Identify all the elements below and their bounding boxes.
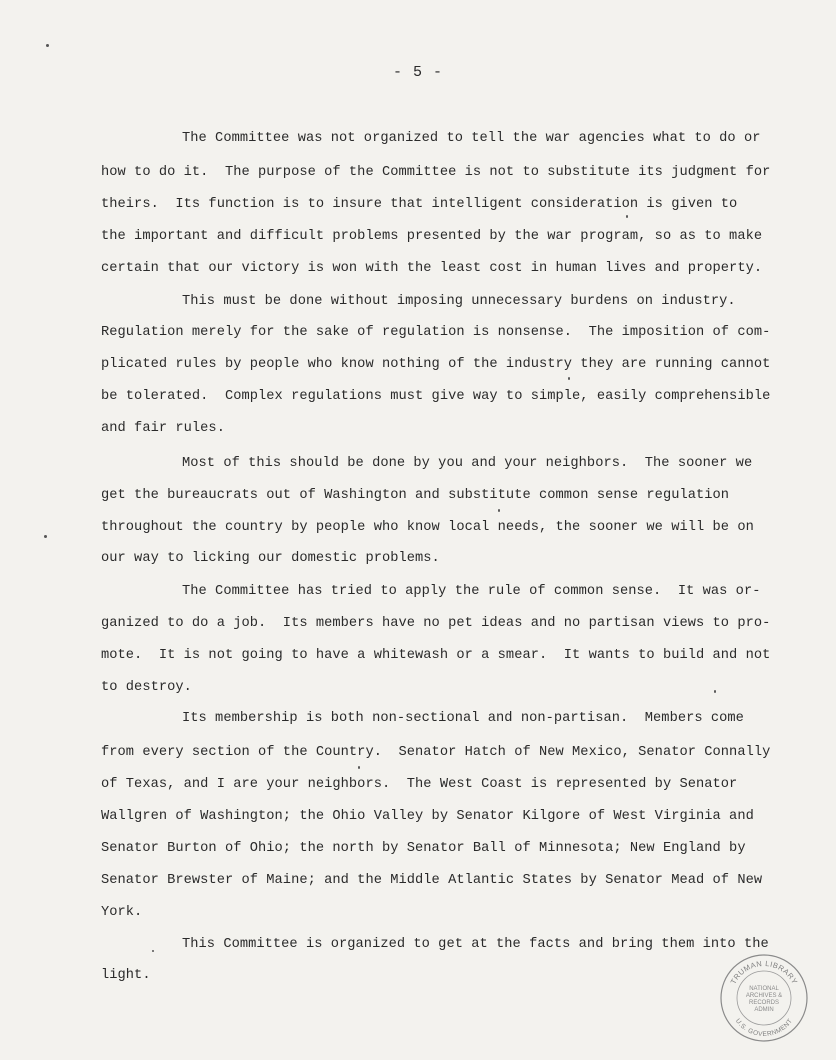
text-line: Senator Burton of Ohio; the north by Senator Ball of Minnesota; New England by <box>101 841 746 856</box>
scan-speck <box>152 950 154 952</box>
scan-speck <box>498 509 500 512</box>
stamp-inner-line: ARCHIVES & <box>745 993 783 999</box>
text-line: our way to licking our domestic problems. <box>101 551 440 566</box>
stamp-bottom-text: U.S. GOVERNMENT <box>733 1017 795 1039</box>
text-line: to destroy. <box>101 680 192 695</box>
text-line: This Committee is organized to get at the facts and bring them into the <box>182 937 769 952</box>
page-number: - 5 - <box>392 64 443 81</box>
text-line: This must be done without imposing unnecessary burdens on industry. <box>182 294 736 309</box>
scan-speck <box>358 766 360 769</box>
text-line: of Texas, and I are your neighbors. The West Coast is represented by Senator <box>101 777 738 792</box>
text-line: get the bureaucrats out of Washington and substitute common sense regulation <box>101 488 730 503</box>
truman-library-stamp <box>718 952 810 1044</box>
scan-speck <box>626 215 628 218</box>
stamp-top-text: TRUMAN LIBRARY <box>728 958 800 986</box>
text-line: Senator Brewster of Maine; and the Middle Atlantic States by Senator Mead of New <box>101 873 763 888</box>
text-line: from every section of the Country. Senator Hatch of New Mexico, Senator Connally <box>101 745 771 760</box>
scan-speck <box>714 690 716 693</box>
text-line: light. <box>101 968 151 983</box>
text-line: The Committee was not organized to tell the war agencies what to do or <box>182 131 761 146</box>
text-line: ganized to do a job. Its members have no pet ideas and no partisan views to pro- <box>101 616 771 631</box>
text-line: be tolerated. Complex regulations must give way to simple, easily comprehensible <box>101 389 771 404</box>
text-line: Wallgren of Washington; the Ohio Valley by Senator Kilgore of West Virginia and <box>101 809 754 824</box>
text-line: Its membership is both non-sectional and non-partisan. Members come <box>182 711 744 726</box>
stamp-inner-line: NATIONAL <box>749 986 779 992</box>
text-line: throughout the country by people who know local needs, the sooner we will be on <box>101 520 754 535</box>
scan-speck <box>46 44 49 47</box>
text-line: mote. It is not going to have a whitewash or a smear. It wants to build and not <box>101 648 771 663</box>
text-line: Regulation merely for the sake of regulation is nonsense. The imposition of com- <box>101 325 771 340</box>
text-line: and fair rules. <box>101 421 225 436</box>
stamp-inner-line: RECORDS <box>748 1000 780 1006</box>
text-line: The Committee has tried to apply the rule of common sense. It was or- <box>182 584 761 599</box>
scan-speck <box>44 535 47 538</box>
text-line: York. <box>101 905 143 920</box>
scan-speck <box>568 377 570 380</box>
text-line: plicated rules by people who know nothing of the industry they are running cannot <box>101 357 771 372</box>
text-line: how to do it. The purpose of the Committee is not to substitute its judgment for <box>101 165 771 180</box>
text-line: theirs. Its function is to insure that intelligent consideration is given to <box>101 197 738 212</box>
stamp-inner-line: ADMIN <box>754 1007 774 1013</box>
text-line: the important and difficult problems presented by the war program, so as to make <box>101 229 763 244</box>
text-line: Most of this should be done by you and your neighbors. The sooner we <box>182 456 753 471</box>
text-line: certain that our victory is won with the least cost in human lives and property. <box>101 261 763 276</box>
